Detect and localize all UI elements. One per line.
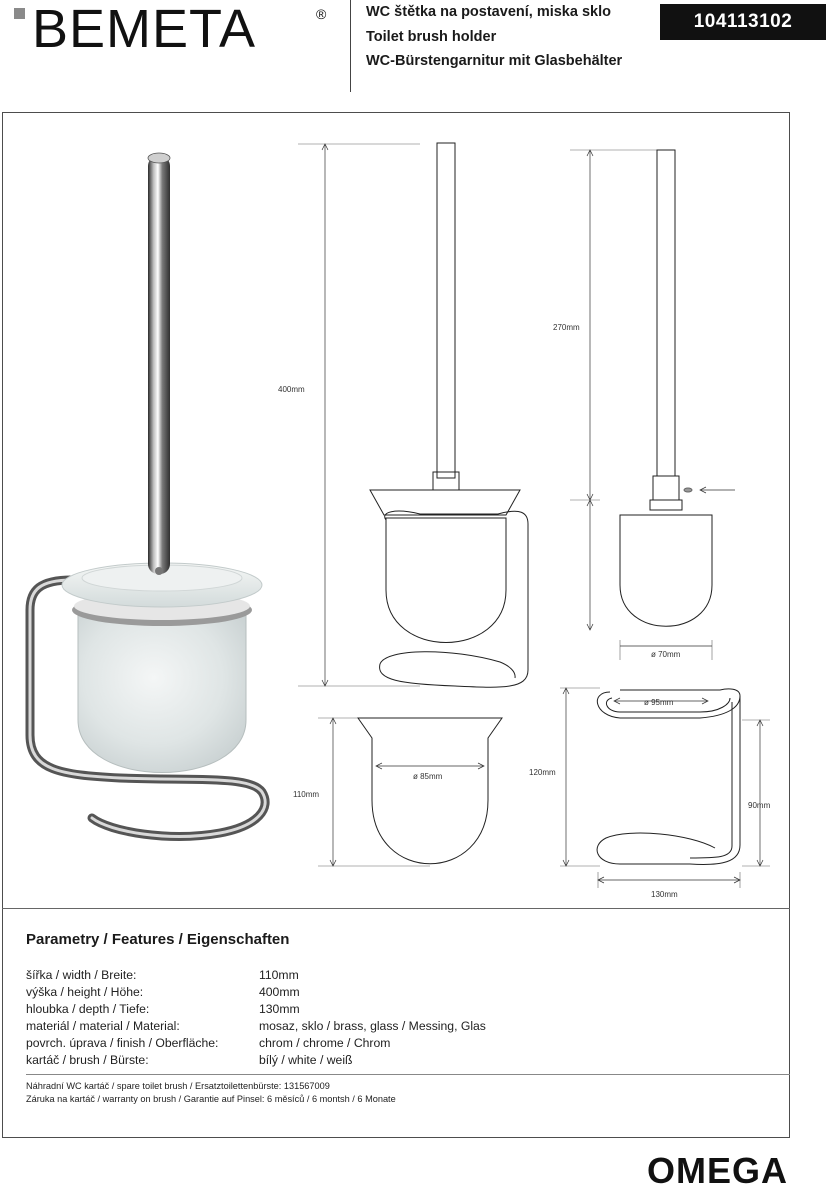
spec-value: chrom / chrome / Chrom: [259, 1036, 391, 1050]
title-de: WC-Bürstengarnitur mit Glasbehälter: [366, 53, 623, 69]
spec-label: povrch. úprava / finish / Oberfläche:: [26, 1036, 219, 1050]
side-drawing: [298, 143, 528, 687]
spec-value: 130mm: [259, 1002, 300, 1016]
note-spare-brush: Náhradní WC kartáč / spare toilet brush / Ersatztoilettenbürste: 131567009: [26, 1081, 330, 1091]
product-photo: [30, 153, 265, 836]
collection-name: OMEGA: [646, 1150, 788, 1191]
notes: [26, 1080, 396, 1105]
dim-brush-diameter: ø 70mm: [651, 650, 681, 659]
registered-mark: ®: [316, 6, 327, 22]
notes-divider: [26, 1074, 790, 1075]
dim-bowl-height: 110mm: [293, 790, 320, 799]
spec-label: výška / height / Höhe:: [26, 985, 144, 999]
dim-holder-width: 130mm: [651, 890, 678, 899]
spec-value: 110mm: [259, 968, 299, 982]
section-divider: [2, 908, 790, 909]
bowl-drawing: [318, 718, 502, 866]
dim-total-height: 400mm: [278, 385, 305, 394]
dim-ring-diameter: ø 95mm: [644, 698, 674, 707]
holder-drawing: [560, 688, 770, 888]
dim-holder-inner-height: 90mm: [748, 801, 771, 810]
spec-label: materiál / material / Material:: [26, 1019, 180, 1033]
spec-label: hloubka / depth / Tiefe:: [26, 1002, 150, 1016]
spec-value: bílý / white / weiß: [259, 1053, 353, 1067]
spec-label: šířka / width / Breite:: [26, 968, 137, 982]
brush-drawing: [570, 150, 735, 660]
title-cz: WC štětka na postavení, miska sklo: [366, 4, 611, 20]
spec-value: 400mm: [259, 985, 300, 999]
product-code: 104113102: [660, 4, 826, 40]
note-warranty: Záruka na kartáč / warranty on brush / Garantie auf Pinsel: 6 měsíců / 6 montsh / 6 Monate: [26, 1093, 396, 1104]
title-en: Toilet brush holder: [366, 28, 497, 45]
dim-brush-length: 270mm: [553, 323, 580, 332]
brand-name: BEMETA: [32, 0, 257, 59]
spec-label: kartáč / brush / Bürste:: [26, 1053, 149, 1067]
dim-holder-height: 120mm: [529, 768, 556, 777]
features-title: Parametry / Features / Eigenschaften: [26, 931, 290, 948]
spec-value: mosaz, sklo / brass, glass / Messing, Glas: [259, 1019, 486, 1033]
dim-bowl-diameter: ø 85mm: [413, 772, 443, 781]
